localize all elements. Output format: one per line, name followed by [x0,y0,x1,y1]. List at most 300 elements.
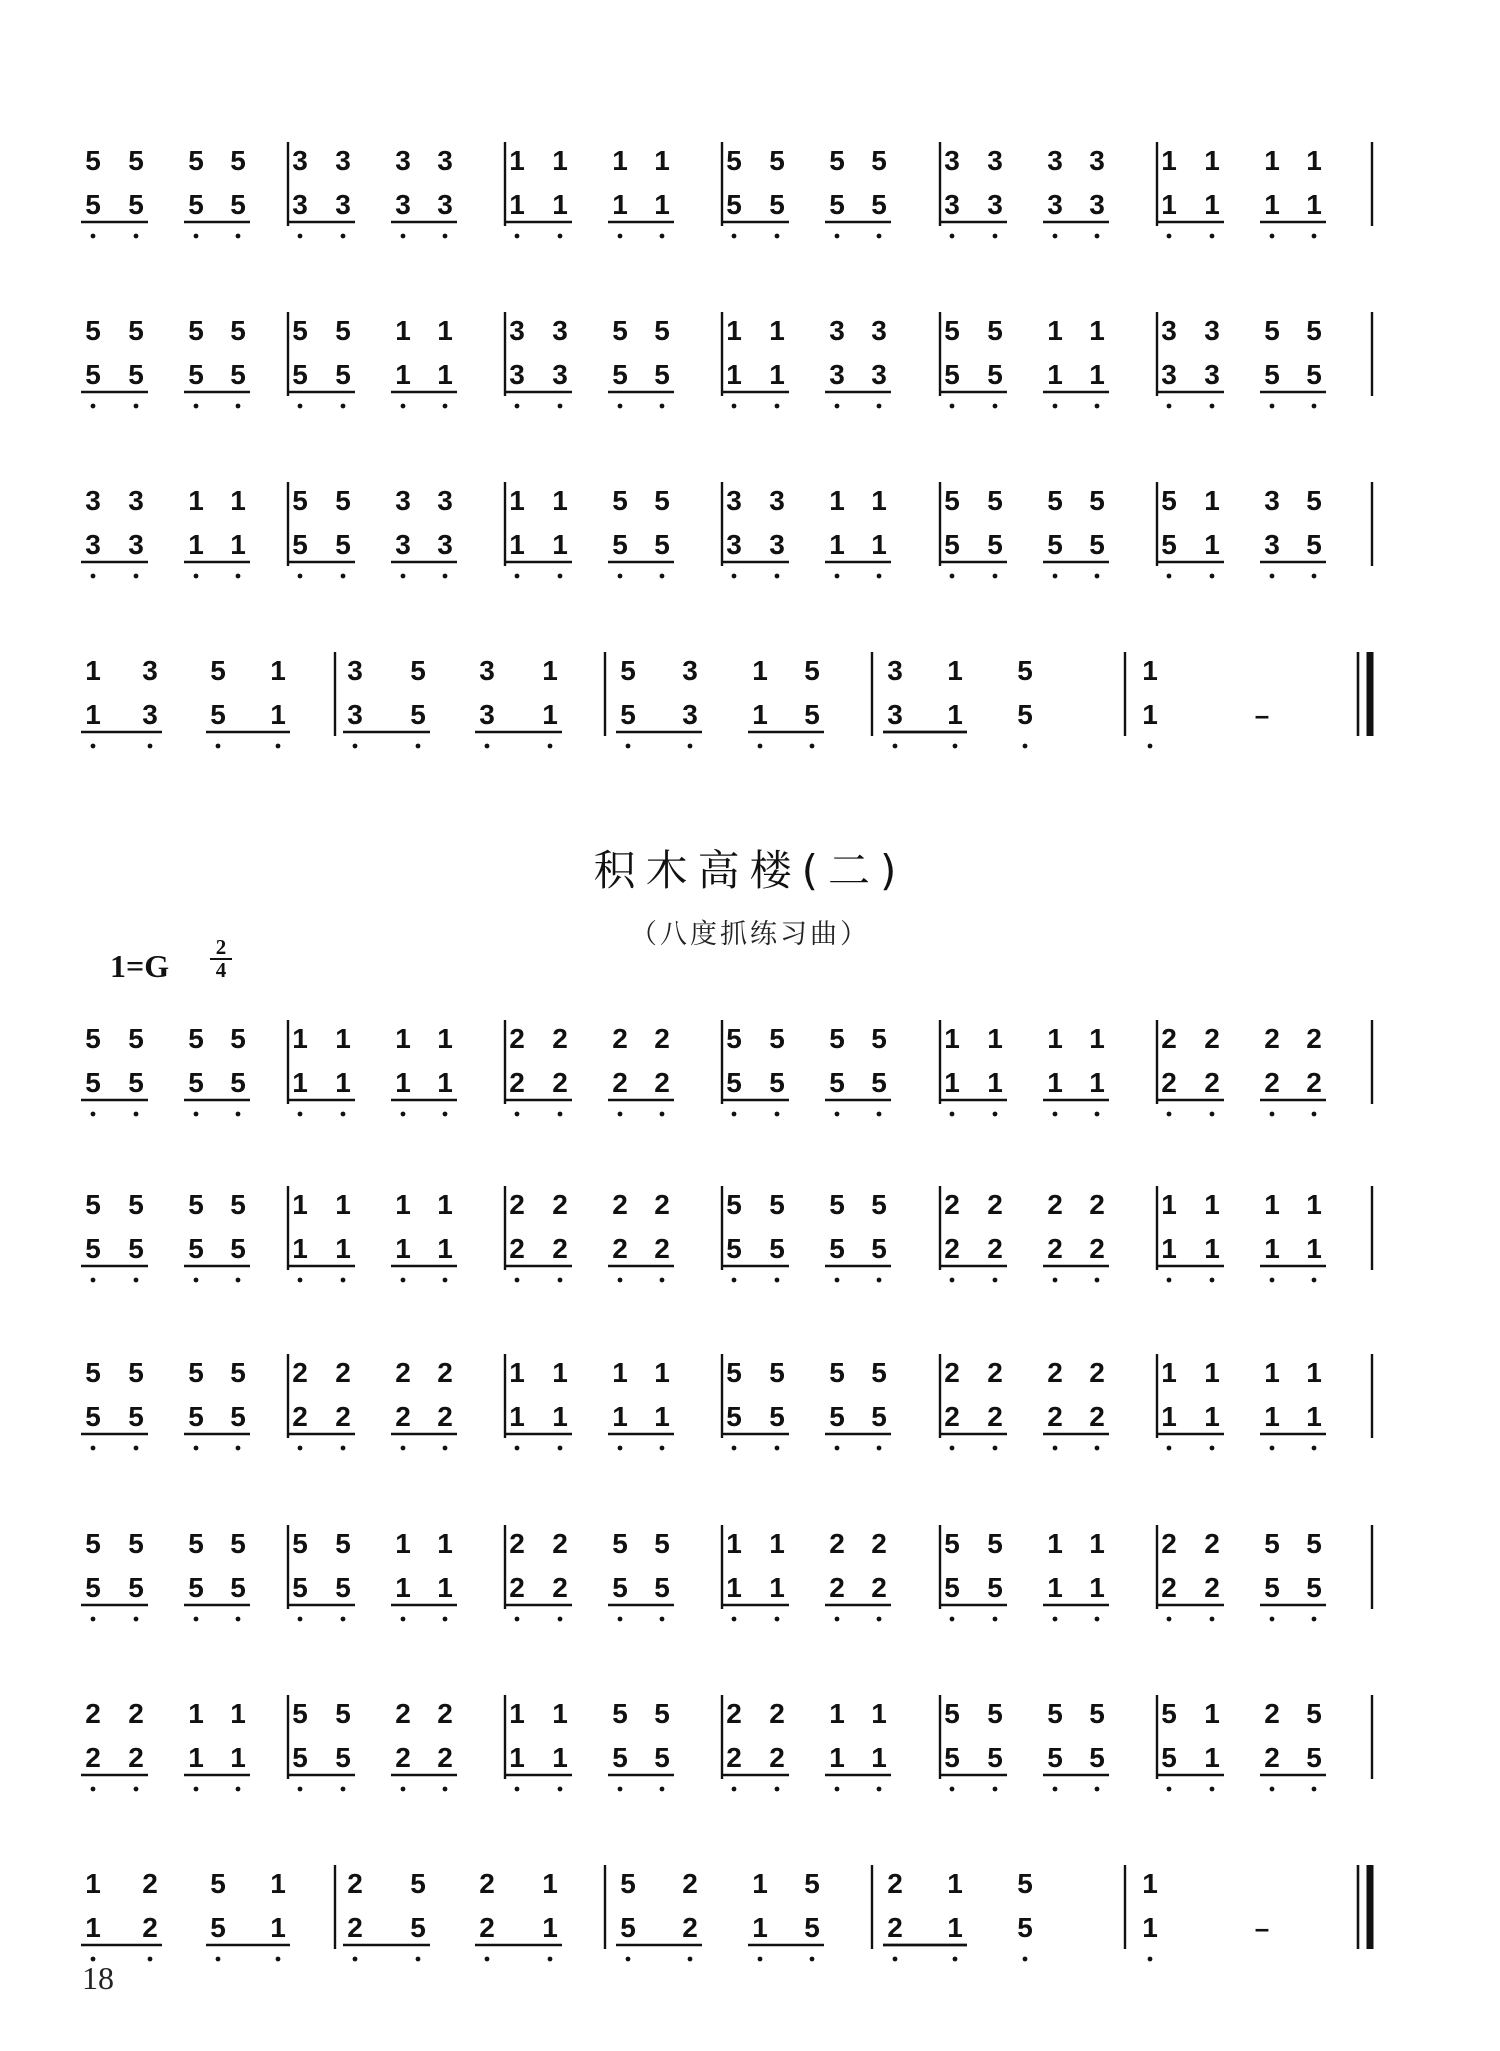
octave-dot [810,1957,815,1962]
jianpu-note: 5 [654,1698,670,1729]
jianpu-note: 2 [552,1023,568,1054]
octave-dot [1270,1446,1275,1451]
jianpu-note: 2 [1204,1572,1220,1603]
octave-dot [515,574,520,579]
octave-dot [893,744,898,749]
jianpu-note: 5 [188,359,204,390]
jianpu-note: 2 [769,1698,785,1729]
octave-dot [298,234,303,239]
jianpu-note: 5 [230,145,246,176]
sustain-dash: – [1254,1913,1270,1943]
jianpu-note: 5 [230,1357,246,1388]
jianpu-note: 5 [987,529,1003,560]
octave-dot [194,234,199,239]
jianpu-note: 2 [987,1401,1003,1432]
jianpu-note: 1 [1204,1401,1220,1432]
octave-dot [1023,744,1028,749]
jianpu-note: 5 [769,1067,785,1098]
jianpu-note: 3 [944,145,960,176]
jianpu-note: 5 [230,315,246,346]
octave-dot [558,234,563,239]
jianpu-note: 1 [1161,1233,1177,1264]
jianpu-note: 5 [612,1572,628,1603]
octave-dot [1312,1787,1317,1792]
octave-dot [148,1957,153,1962]
jianpu-note: 5 [654,485,670,516]
jianpu-note: 2 [128,1742,144,1773]
jianpu-note: 1 [1089,1067,1105,1098]
octave-dot [1312,404,1317,409]
octave-dot [1210,404,1215,409]
jianpu-note: 3 [347,655,363,686]
jianpu-note: 3 [395,189,411,220]
octave-dot [1167,234,1172,239]
jianpu-note: 5 [944,1528,960,1559]
jianpu-note: 1 [552,189,568,220]
jianpu-note: 1 [752,655,768,686]
jianpu-note: 2 [347,1912,363,1943]
jianpu-note: 3 [1047,189,1063,220]
jianpu-note: 1 [1089,315,1105,346]
jianpu-note: 3 [769,485,785,516]
jianpu-note: 5 [85,145,101,176]
jianpu-note: 2 [1161,1067,1177,1098]
jianpu-note: 5 [1161,1698,1177,1729]
jianpu-note: 5 [230,359,246,390]
octave-dot [134,1446,139,1451]
jianpu-note: 2 [552,1233,568,1264]
jianpu-note: 2 [654,1189,670,1220]
octave-dot [950,574,955,579]
jianpu-note: 2 [479,1912,495,1943]
jianpu-note: 5 [128,1067,144,1098]
jianpu-note: 1 [85,1868,101,1899]
jianpu-note: 1 [292,1233,308,1264]
octave-dot [1023,1957,1028,1962]
jianpu-note: 1 [612,145,628,176]
jianpu-note: 1 [654,1357,670,1388]
jianpu-note: 5 [1089,485,1105,516]
jianpu-note: 5 [987,1572,1003,1603]
jianpu-note: 3 [292,189,308,220]
octave-dot [1210,1446,1215,1451]
octave-dot [91,234,96,239]
jianpu-note: 5 [871,1067,887,1098]
jianpu-note: 5 [335,1572,351,1603]
octave-dot [660,1112,665,1117]
jianpu-note: 5 [769,1233,785,1264]
key-signature: 1=G [110,948,170,984]
jianpu-note: 1 [612,189,628,220]
octave-dot [835,1112,840,1117]
octave-dot [91,1112,96,1117]
octave-dot [298,1278,303,1283]
jianpu-note: 2 [871,1572,887,1603]
jianpu-note: 1 [230,529,246,560]
jianpu-note: 5 [612,1528,628,1559]
jianpu-note: 5 [620,655,636,686]
jianpu-note: 1 [552,529,568,560]
jianpu-note: 5 [1306,315,1322,346]
octave-dot [443,574,448,579]
jianpu-note: 1 [1047,359,1063,390]
jianpu-note: 5 [829,1023,845,1054]
jianpu-note: 1 [542,699,558,730]
jianpu-note: 1 [769,315,785,346]
jianpu-note: 1 [1306,1401,1322,1432]
octave-dot [341,1787,346,1792]
octave-dot [401,574,406,579]
jianpu-note: 3 [437,529,453,560]
jianpu-note: 1 [1204,485,1220,516]
jianpu-note: 5 [1017,655,1033,686]
jianpu-note: 3 [395,529,411,560]
jianpu-note: 3 [1264,529,1280,560]
octave-dot [548,744,553,749]
jianpu-note: 5 [987,359,1003,390]
jianpu-note: 5 [769,189,785,220]
jianpu-note: 5 [1264,1572,1280,1603]
jianpu-note: 1 [829,529,845,560]
jianpu-note: 1 [752,1912,768,1943]
jianpu-note: 2 [1161,1023,1177,1054]
jianpu-note: 5 [188,145,204,176]
jianpu-note: 5 [188,189,204,220]
jianpu-note: 1 [1047,1572,1063,1603]
octave-dot [732,1446,737,1451]
octave-dot [1210,574,1215,579]
jianpu-note: 5 [769,145,785,176]
jianpu-note: 1 [769,359,785,390]
jianpu-note: 1 [509,145,525,176]
jianpu-note: 5 [829,145,845,176]
jianpu-note: 5 [944,1572,960,1603]
jianpu-note: 1 [552,145,568,176]
octave-dot [950,1617,955,1622]
jianpu-note: 2 [682,1912,698,1943]
octave-dot [1167,574,1172,579]
octave-dot [134,1112,139,1117]
octave-dot [688,744,693,749]
octave-dot [950,234,955,239]
jianpu-note: 2 [479,1868,495,1899]
jianpu-note: 5 [188,1189,204,1220]
jianpu-note: 2 [726,1742,742,1773]
jianpu-note: 5 [726,145,742,176]
jianpu-note: 2 [437,1357,453,1388]
jianpu-note: 5 [829,1067,845,1098]
jianpu-note: 2 [509,1067,525,1098]
jianpu-note: 5 [871,1401,887,1432]
jianpu-note: 3 [1047,145,1063,176]
jianpu-note: 3 [1204,315,1220,346]
jianpu-note: 1 [1047,1067,1063,1098]
jianpu-note: 5 [1306,485,1322,516]
jianpu-note: 3 [479,699,495,730]
octave-dot [732,1112,737,1117]
octave-dot [91,574,96,579]
octave-dot [1312,1617,1317,1622]
jianpu-note: 3 [142,655,158,686]
jianpu-note: 5 [230,189,246,220]
octave-dot [1053,234,1058,239]
jianpu-note: 2 [1089,1233,1105,1264]
jianpu-note: 1 [542,655,558,686]
jianpu-note: 2 [944,1357,960,1388]
octave-dot [1312,234,1317,239]
jianpu-note: 5 [128,1233,144,1264]
jianpu-note: 5 [612,529,628,560]
jianpu-note: 1 [947,699,963,730]
jianpu-note: 1 [437,1233,453,1264]
octave-dot [515,1112,520,1117]
jianpu-note: 1 [230,1742,246,1773]
jianpu-note: 1 [1204,529,1220,560]
jianpu-note: 1 [1264,1189,1280,1220]
octave-dot [893,1957,898,1962]
octave-dot [298,1446,303,1451]
jianpu-note: 2 [987,1189,1003,1220]
jianpu-note: 5 [128,1189,144,1220]
octave-dot [618,234,623,239]
jianpu-note: 5 [210,1868,226,1899]
octave-dot [341,234,346,239]
octave-dot [775,1787,780,1792]
jianpu-note: 1 [292,1189,308,1220]
octave-dot [194,404,199,409]
octave-dot [618,1617,623,1622]
jianpu-note: 1 [871,1742,887,1773]
jianpu-note: 1 [871,529,887,560]
jianpu-note: 5 [128,1357,144,1388]
octave-dot [1053,1446,1058,1451]
jianpu-note: 3 [1204,359,1220,390]
jianpu-note: 5 [188,1023,204,1054]
octave-dot [91,1617,96,1622]
octave-dot [758,1957,763,1962]
octave-dot [1210,1112,1215,1117]
jianpu-note: 5 [1306,1698,1322,1729]
jianpu-note: 5 [769,1023,785,1054]
jianpu-note: 1 [1047,1023,1063,1054]
jianpu-note: 1 [1264,1357,1280,1388]
jianpu-note: 2 [509,1233,525,1264]
jianpu-note: 5 [987,485,1003,516]
octave-dot [1312,1112,1317,1117]
jianpu-note: 5 [188,1528,204,1559]
jianpu-note: 2 [509,1189,525,1220]
octave-dot [298,1787,303,1792]
jianpu-note: 5 [612,1698,628,1729]
octave-dot [775,1446,780,1451]
octave-dot [443,1278,448,1283]
octave-dot [993,1446,998,1451]
jianpu-note: 5 [230,1233,246,1264]
jianpu-note: 3 [395,485,411,516]
octave-dot [1167,1112,1172,1117]
octave-dot [618,1446,623,1451]
octave-dot [626,1957,631,1962]
octave-dot [950,404,955,409]
octave-dot [950,1112,955,1117]
jianpu-note: 5 [654,1528,670,1559]
jianpu-note: 5 [654,529,670,560]
jianpu-note: 3 [335,189,351,220]
jianpu-note: 5 [188,315,204,346]
octave-dot [91,404,96,409]
jianpu-note: 1 [944,1067,960,1098]
jianpu-note: 5 [829,189,845,220]
jianpu-note: 2 [871,1528,887,1559]
jianpu-note: 5 [804,1868,820,1899]
jianpu-note: 1 [395,1233,411,1264]
jianpu-note: 2 [437,1742,453,1773]
jianpu-note: 1 [437,359,453,390]
jianpu-note: 3 [726,485,742,516]
jianpu-note: 5 [726,189,742,220]
jianpu-note: 3 [292,145,308,176]
octave-dot [993,1617,998,1622]
jianpu-note: 1 [552,485,568,516]
jianpu-note: 5 [612,315,628,346]
jianpu-note: 5 [1047,529,1063,560]
octave-dot [276,1957,281,1962]
octave-dot [341,1617,346,1622]
jianpu-note: 3 [85,485,101,516]
octave-dot [416,744,421,749]
octave-dot [134,574,139,579]
jianpu-note: 5 [292,529,308,560]
jianpu-note: 5 [944,359,960,390]
jianpu-note: 2 [509,1023,525,1054]
jianpu-note: 5 [292,1742,308,1773]
octave-dot [1270,404,1275,409]
jianpu-note: 5 [85,1357,101,1388]
jianpu-note: 1 [1306,1357,1322,1388]
jianpu-note: 2 [1204,1528,1220,1559]
octave-dot [341,574,346,579]
jianpu-note: 1 [1204,1698,1220,1729]
octave-dot [443,404,448,409]
octave-dot [216,1957,221,1962]
octave-dot [877,1446,882,1451]
octave-dot [1312,574,1317,579]
jianpu-note: 5 [335,485,351,516]
octave-dot [341,1112,346,1117]
jianpu-note: 2 [654,1067,670,1098]
jianpu-note: 5 [335,315,351,346]
jianpu-note: 5 [987,1528,1003,1559]
jianpu-note: 1 [1264,1233,1280,1264]
jianpu-note: 2 [128,1698,144,1729]
jianpu-note: 5 [1161,1742,1177,1773]
jianpu-note: 1 [395,315,411,346]
jianpu-note: 1 [509,189,525,220]
jianpu-note: 1 [230,485,246,516]
jianpu-note: 5 [188,1401,204,1432]
jianpu-note: 5 [85,1401,101,1432]
jianpu-note: 1 [1204,189,1220,220]
jianpu-note: 1 [654,145,670,176]
jianpu-note: 1 [509,1742,525,1773]
sustain-dash: – [1254,700,1270,730]
octave-dot [558,404,563,409]
jianpu-note: 3 [726,529,742,560]
octave-dot [618,1278,623,1283]
jianpu-note: 1 [395,1189,411,1220]
jianpu-note: 5 [871,1357,887,1388]
jianpu-note: 5 [335,359,351,390]
octave-dot [236,1617,241,1622]
jianpu-note: 5 [410,1912,426,1943]
octave-dot [877,234,882,239]
jianpu-note: 5 [769,1401,785,1432]
jianpu-note: 2 [509,1528,525,1559]
jianpu-note: 3 [85,529,101,560]
jianpu-note: 2 [1264,1698,1280,1729]
octave-dot [835,1617,840,1622]
jianpu-note: 1 [437,1572,453,1603]
jianpu-note: 2 [612,1233,628,1264]
jianpu-note: 3 [682,655,698,686]
jianpu-note: 5 [210,1912,226,1943]
jianpu-note: 3 [987,145,1003,176]
jianpu-note: 1 [1047,315,1063,346]
octave-dot [660,1278,665,1283]
octave-dot [1095,234,1100,239]
jianpu-note: 1 [542,1868,558,1899]
jianpu-note: 2 [987,1357,1003,1388]
jianpu-note: 5 [230,1572,246,1603]
jianpu-note: 2 [395,1698,411,1729]
jianpu-note: 2 [1089,1357,1105,1388]
jianpu-note: 5 [769,1357,785,1388]
octave-dot [194,1446,199,1451]
jianpu-note: 5 [85,189,101,220]
jianpu-note: 5 [85,1067,101,1098]
jianpu-note: 5 [85,1023,101,1054]
jianpu-note: 1 [612,1357,628,1388]
jianpu-note: 5 [230,1189,246,1220]
jianpu-note: 1 [1142,1912,1158,1943]
jianpu-note: 5 [1089,1742,1105,1773]
jianpu-note: 5 [726,1189,742,1220]
jianpu-note: 5 [85,1528,101,1559]
octave-dot [1095,1787,1100,1792]
jianpu-note: 5 [292,1572,308,1603]
octave-dot [1095,1446,1100,1451]
jianpu-note: 2 [509,1572,525,1603]
jianpu-note: 1 [752,1868,768,1899]
jianpu-note: 5 [1161,529,1177,560]
octave-dot [953,1957,958,1962]
jianpu-note: 5 [726,1023,742,1054]
octave-dot [443,234,448,239]
octave-dot [1167,1278,1172,1283]
jianpu-note: 5 [230,1528,246,1559]
jianpu-note: 5 [230,1067,246,1098]
jianpu-note: 1 [1264,145,1280,176]
octave-dot [775,404,780,409]
jianpu-note: 1 [437,1189,453,1220]
jianpu-note: 2 [944,1189,960,1220]
jianpu-note: 5 [871,1023,887,1054]
jianpu-note: 2 [335,1357,351,1388]
octave-dot [515,404,520,409]
octave-dot [1270,234,1275,239]
jianpu-note: 1 [395,1067,411,1098]
jianpu-note: 1 [552,1698,568,1729]
